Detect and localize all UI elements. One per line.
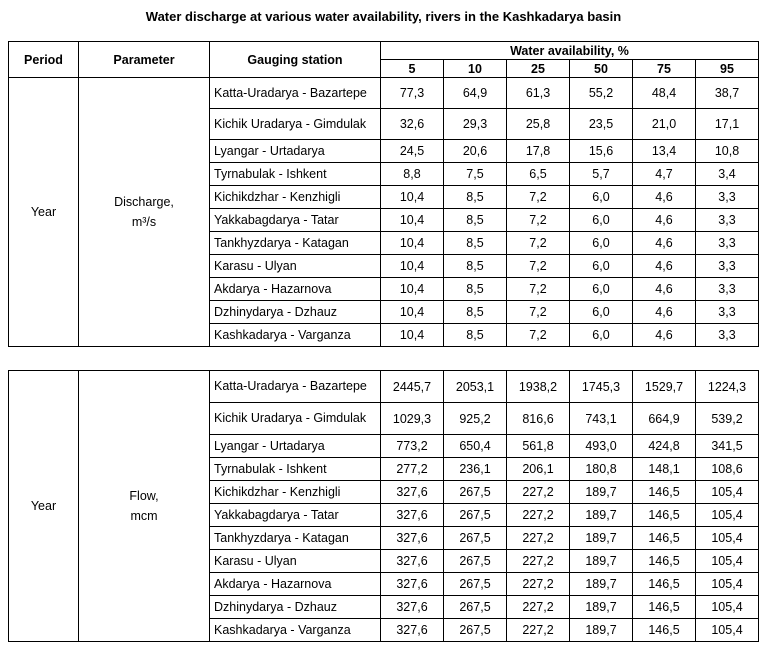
value-cell: 3,3 [696, 232, 759, 255]
value-cell: 8,5 [444, 186, 507, 209]
value-cell: 105,4 [696, 596, 759, 619]
value-cell: 8,5 [444, 209, 507, 232]
value-cell: 7,2 [507, 324, 570, 347]
flow-table-body [9, 371, 759, 642]
availability-header: Water availability, % [381, 42, 759, 60]
percentile-header: 5 [381, 60, 444, 78]
value-cell: 341,5 [696, 435, 759, 458]
value-cell: 10,4 [381, 232, 444, 255]
station-cell: Kichik Uradarya - Gimdulak [210, 109, 381, 140]
value-cell: 7,2 [507, 278, 570, 301]
station-cell: Kichik Uradarya - Gimdulak [210, 403, 381, 435]
percentile-header: 25 [507, 60, 570, 78]
value-cell: 180,8 [570, 458, 633, 481]
parameter-name: Flow, [129, 489, 159, 503]
value-cell: 561,8 [507, 435, 570, 458]
station-cell: Tyrnabulak - Ishkent [210, 458, 381, 481]
value-cell: 7,2 [507, 186, 570, 209]
station-cell: Katta-Uradarya - Bazartepe [210, 371, 381, 403]
value-cell: 189,7 [570, 481, 633, 504]
value-cell: 6,0 [570, 209, 633, 232]
value-cell: 146,5 [633, 550, 696, 573]
station-cell: Yakkabagdarya - Tatar [210, 209, 381, 232]
station-cell: Kichikdzhar - Kenzhigli [210, 186, 381, 209]
percentile-header: 50 [570, 60, 633, 78]
value-cell: 1745,3 [570, 371, 633, 403]
value-cell: 8,5 [444, 301, 507, 324]
value-cell: 2445,7 [381, 371, 444, 403]
value-cell: 4,7 [633, 163, 696, 186]
value-cell: 925,2 [444, 403, 507, 435]
value-cell: 206,1 [507, 458, 570, 481]
value-cell: 21,0 [633, 109, 696, 140]
value-cell: 7,2 [507, 232, 570, 255]
value-cell: 7,5 [444, 163, 507, 186]
value-cell: 664,9 [633, 403, 696, 435]
value-cell: 5,7 [570, 163, 633, 186]
value-cell: 3,3 [696, 255, 759, 278]
value-cell: 227,2 [507, 527, 570, 550]
value-cell: 1224,3 [696, 371, 759, 403]
station-header: Gauging station [210, 42, 381, 78]
value-cell: 227,2 [507, 573, 570, 596]
parameter-cell [79, 78, 210, 347]
percentile-header: 10 [444, 60, 507, 78]
value-cell: 493,0 [570, 435, 633, 458]
value-cell: 1029,3 [381, 403, 444, 435]
station-cell: Kichikdzhar - Kenzhigli [210, 481, 381, 504]
value-cell: 13,4 [633, 140, 696, 163]
parameter-header: Parameter [79, 42, 210, 78]
value-cell: 29,3 [444, 109, 507, 140]
value-cell: 6,0 [570, 186, 633, 209]
value-cell: 189,7 [570, 596, 633, 619]
value-cell: 20,6 [444, 140, 507, 163]
value-cell: 4,6 [633, 301, 696, 324]
value-cell: 10,4 [381, 209, 444, 232]
value-cell: 10,4 [381, 301, 444, 324]
percentile-header: 95 [696, 60, 759, 78]
value-cell: 6,0 [570, 278, 633, 301]
value-cell: 146,5 [633, 573, 696, 596]
station-cell: Akdarya - Hazarnova [210, 573, 381, 596]
value-cell: 267,5 [444, 527, 507, 550]
value-cell: 61,3 [507, 78, 570, 109]
value-cell: 6,0 [570, 232, 633, 255]
value-cell: 267,5 [444, 573, 507, 596]
value-cell: 189,7 [570, 550, 633, 573]
period-cell: Year [9, 78, 79, 347]
value-cell: 7,2 [507, 209, 570, 232]
value-cell: 55,2 [570, 78, 633, 109]
value-cell: 3,3 [696, 278, 759, 301]
value-cell: 189,7 [570, 619, 633, 642]
value-cell: 227,2 [507, 550, 570, 573]
station-cell: Dzhinydarya - Dzhauz [210, 596, 381, 619]
value-cell: 4,6 [633, 255, 696, 278]
value-cell: 10,4 [381, 278, 444, 301]
value-cell: 105,4 [696, 550, 759, 573]
value-cell: 25,8 [507, 109, 570, 140]
value-cell: 327,6 [381, 527, 444, 550]
value-cell: 15,6 [570, 140, 633, 163]
station-cell: Karasu - Ulyan [210, 550, 381, 573]
percentile-header: 75 [633, 60, 696, 78]
value-cell: 189,7 [570, 504, 633, 527]
value-cell: 1938,2 [507, 371, 570, 403]
value-cell: 327,6 [381, 550, 444, 573]
parameter-unit: m³/s [131, 215, 157, 229]
table-title: Water discharge at various water availability, rivers in the Kashkadarya basin [145, 9, 622, 24]
value-cell: 64,9 [444, 78, 507, 109]
value-cell: 105,4 [696, 527, 759, 550]
value-cell: 327,6 [381, 619, 444, 642]
value-cell: 227,2 [507, 504, 570, 527]
value-cell: 8,5 [444, 255, 507, 278]
table-row [9, 371, 759, 403]
value-cell: 7,2 [507, 255, 570, 278]
discharge-table-body [9, 78, 759, 347]
value-cell: 189,7 [570, 527, 633, 550]
station-cell: Katta-Uradarya - Bazartepe [210, 78, 381, 109]
period-cell: Year [9, 371, 79, 642]
value-cell: 24,5 [381, 140, 444, 163]
value-cell: 267,5 [444, 550, 507, 573]
parameter-name: Discharge, [114, 195, 174, 209]
value-cell: 327,6 [381, 596, 444, 619]
value-cell: 227,2 [507, 596, 570, 619]
value-cell: 816,6 [507, 403, 570, 435]
value-cell: 1529,7 [633, 371, 696, 403]
value-cell: 108,6 [696, 458, 759, 481]
station-cell: Tankhyzdarya - Katagan [210, 232, 381, 255]
value-cell: 6,0 [570, 324, 633, 347]
discharge-table [8, 41, 759, 347]
value-cell: 4,6 [633, 278, 696, 301]
value-cell: 267,5 [444, 504, 507, 527]
value-cell: 105,4 [696, 504, 759, 527]
station-cell: Yakkabagdarya - Tatar [210, 504, 381, 527]
value-cell: 77,3 [381, 78, 444, 109]
value-cell: 327,6 [381, 481, 444, 504]
station-cell: Lyangar - Urtadarya [210, 140, 381, 163]
parameter-unit: mcm [130, 509, 158, 523]
value-cell: 267,5 [444, 596, 507, 619]
value-cell: 23,5 [570, 109, 633, 140]
value-cell: 38,7 [696, 78, 759, 109]
value-cell: 48,4 [633, 78, 696, 109]
value-cell: 6,5 [507, 163, 570, 186]
value-cell: 236,1 [444, 458, 507, 481]
value-cell: 105,4 [696, 481, 759, 504]
value-cell: 4,6 [633, 324, 696, 347]
value-cell: 8,5 [444, 232, 507, 255]
value-cell: 3,3 [696, 186, 759, 209]
value-cell: 32,6 [381, 109, 444, 140]
value-cell: 189,7 [570, 573, 633, 596]
station-cell: Tankhyzdarya - Katagan [210, 527, 381, 550]
value-cell: 10,4 [381, 186, 444, 209]
value-cell: 148,1 [633, 458, 696, 481]
value-cell: 4,6 [633, 186, 696, 209]
value-cell: 7,2 [507, 301, 570, 324]
value-cell: 3,3 [696, 209, 759, 232]
value-cell: 773,2 [381, 435, 444, 458]
station-cell: Kashkadarya - Varganza [210, 619, 381, 642]
station-cell: Tyrnabulak - Ishkent [210, 163, 381, 186]
value-cell: 267,5 [444, 619, 507, 642]
value-cell: 539,2 [696, 403, 759, 435]
parameter-cell [79, 371, 210, 642]
station-cell: Kashkadarya - Varganza [210, 324, 381, 347]
value-cell: 10,4 [381, 255, 444, 278]
value-cell: 3,3 [696, 324, 759, 347]
value-cell: 6,0 [570, 301, 633, 324]
value-cell: 650,4 [444, 435, 507, 458]
value-cell: 3,4 [696, 163, 759, 186]
value-cell: 146,5 [633, 596, 696, 619]
value-cell: 17,1 [696, 109, 759, 140]
value-cell: 424,8 [633, 435, 696, 458]
value-cell: 3,3 [696, 301, 759, 324]
value-cell: 4,6 [633, 209, 696, 232]
flow-table [8, 370, 759, 642]
value-cell: 227,2 [507, 481, 570, 504]
value-cell: 10,4 [381, 324, 444, 347]
value-cell: 105,4 [696, 619, 759, 642]
value-cell: 105,4 [696, 573, 759, 596]
value-cell: 6,0 [570, 255, 633, 278]
value-cell: 8,8 [381, 163, 444, 186]
value-cell: 146,5 [633, 527, 696, 550]
value-cell: 267,5 [444, 481, 507, 504]
value-cell: 227,2 [507, 619, 570, 642]
value-cell: 743,1 [570, 403, 633, 435]
value-cell: 2053,1 [444, 371, 507, 403]
value-cell: 327,6 [381, 573, 444, 596]
value-cell: 146,5 [633, 619, 696, 642]
value-cell: 146,5 [633, 504, 696, 527]
station-cell: Lyangar - Urtadarya [210, 435, 381, 458]
value-cell: 8,5 [444, 324, 507, 347]
value-cell: 277,2 [381, 458, 444, 481]
station-cell: Akdarya - Hazarnova [210, 278, 381, 301]
value-cell: 8,5 [444, 278, 507, 301]
station-cell: Dzhinydarya - Dzhauz [210, 301, 381, 324]
station-cell: Karasu - Ulyan [210, 255, 381, 278]
table-row [9, 78, 759, 109]
value-cell: 17,8 [507, 140, 570, 163]
value-cell: 10,8 [696, 140, 759, 163]
value-cell: 146,5 [633, 481, 696, 504]
value-cell: 327,6 [381, 504, 444, 527]
value-cell: 4,6 [633, 232, 696, 255]
period-header: Period [9, 42, 79, 78]
